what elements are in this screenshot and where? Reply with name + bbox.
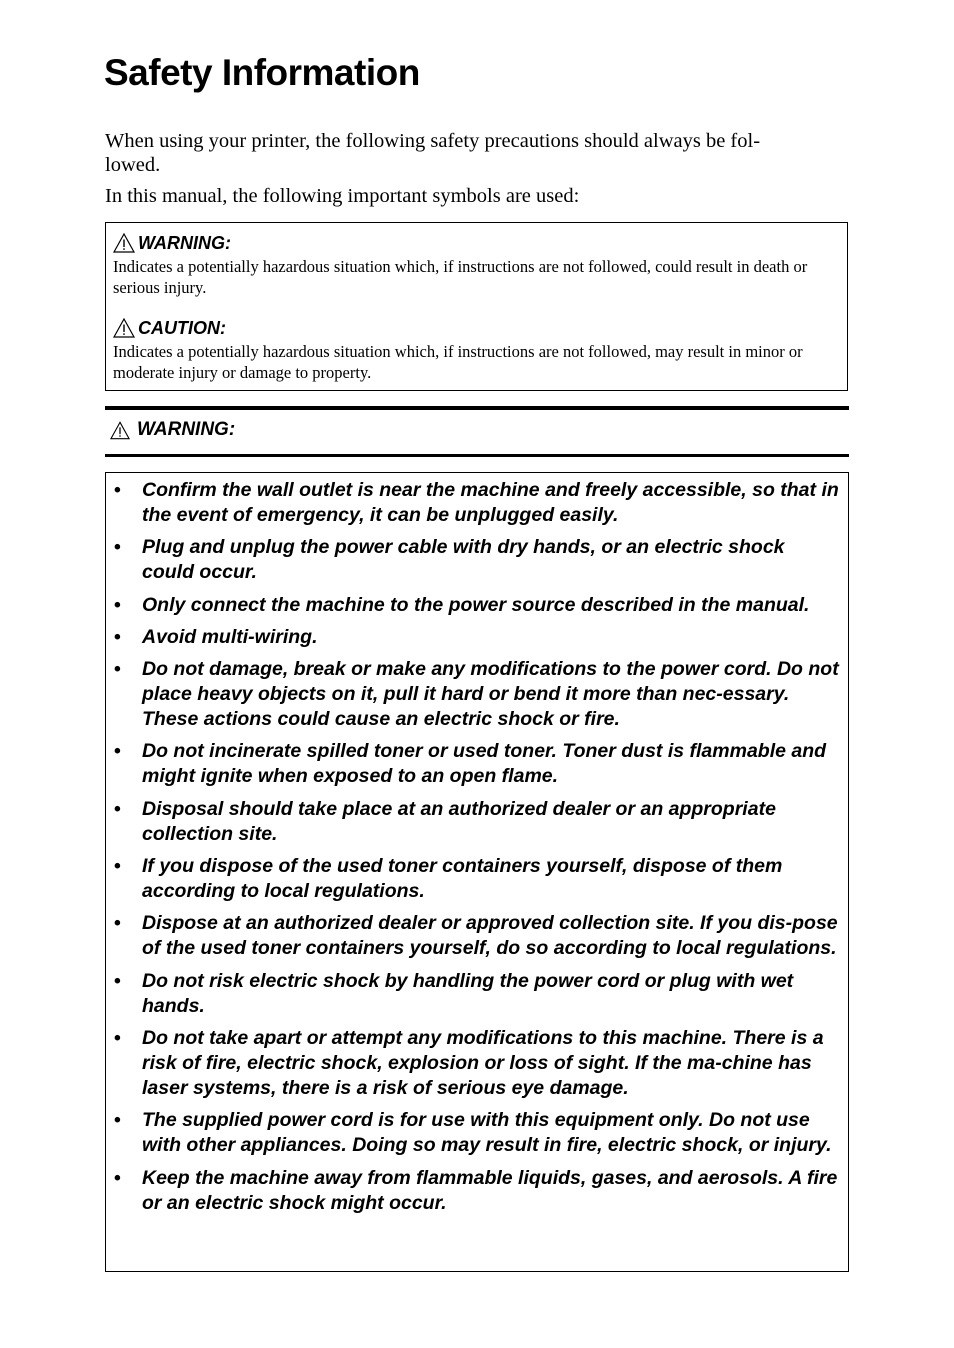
bullet: •	[114, 658, 121, 681]
list-item	[106, 478, 848, 528]
list-item-text: Dispose at an authorized dealer or approved collection site. If you dis-pose of the used toner containers yourself, do so according to local regulations.	[142, 912, 838, 960]
intro-line-2: lowed.	[105, 154, 161, 176]
bullet: •	[114, 625, 121, 648]
bullet: •	[114, 740, 121, 763]
bullet: •	[114, 593, 121, 616]
section-bottom-rule	[105, 454, 849, 457]
list-item	[106, 625, 848, 650]
list-item	[106, 1108, 848, 1158]
list-item-text: Do not risk electric shock by handling the power cord or plug with wet hands.	[142, 969, 794, 1017]
section-top-rule	[105, 406, 849, 410]
list-item-text: Disposal should take place at an authorized dealer or an appropriate collection site.	[142, 797, 776, 845]
symbols-legend-box	[105, 222, 848, 391]
list-item-text: Confirm the wall outlet is near the machine and freely accessible, so that in the event of emergency, it can be unplugged easily.	[142, 479, 839, 526]
bullet: •	[114, 479, 121, 501]
bullet: •	[114, 1026, 121, 1049]
warning-list	[106, 478, 848, 1223]
list-item-text: Keep the machine away from flammable liquids, gases, and aerosols. A fire or an electric shock might occur.	[142, 1166, 838, 1214]
list-item	[106, 797, 848, 847]
list-item	[106, 1026, 848, 1101]
list-item	[106, 1166, 848, 1216]
list-item	[106, 969, 848, 1019]
bullet: •	[114, 797, 121, 820]
warning-section-label: WARNING:	[137, 419, 236, 440]
bullet: •	[114, 855, 121, 878]
list-item-text: Do not take apart or attempt any modifications to this machine. There is a risk of fire, electric shock, explosion or loss of sight. If the ma-chine has laser systems, there is a risk of serious eye damage.	[142, 1026, 824, 1099]
list-item-text: Do not incinerate spilled toner or used toner. Toner dust is flammable and might ignite when exposed to an open flame.	[142, 740, 827, 788]
list-item-text: Do not damage, break or make any modifications to the power cord. Do not place heavy objects on it, pull it hard or bend it more than nec-essary. These actions could cause an electric shock or fire.	[142, 658, 839, 731]
list-item	[106, 593, 848, 618]
symbol-warning-label: WARNING:	[138, 233, 231, 253]
bullet: •	[114, 969, 121, 992]
page-title: Safety Information	[104, 52, 420, 93]
list-item	[106, 739, 848, 789]
list-item	[106, 911, 848, 961]
bullet: •	[114, 1166, 121, 1189]
bullet: •	[114, 912, 121, 935]
list-item-text: Only connect the machine to the power source described in the manual.	[142, 593, 810, 616]
warning-triangle-icon	[110, 421, 130, 440]
list-item-text: Plug and unplug the power cable with dry hands, or an electric shock could occur.	[142, 536, 785, 584]
symbol-caution-text: Indicates a potentially hazardous situation which, if instructions are not followed, may result in minor or moderate injury or damage to property.	[113, 342, 803, 382]
warning-triangle-icon	[113, 233, 135, 253]
intro-line-1: When using your printer, the following safety precautions should always be fol-	[105, 130, 761, 152]
bullet: •	[114, 1109, 121, 1132]
warning-section-heading	[110, 418, 235, 442]
warning-triangle-icon	[113, 318, 135, 338]
list-item-text: The supplied power cord is for use with this equipment only. Do not use with other appliances. Doing so may result in fire, electric shock, or injury.	[142, 1109, 832, 1157]
symbol-warning-heading	[113, 232, 231, 254]
list-item-text: Avoid multi-wiring.	[142, 625, 318, 648]
bullet: •	[114, 536, 121, 559]
symbol-caution-heading	[113, 317, 226, 339]
list-item	[106, 657, 848, 732]
list-item	[106, 854, 848, 904]
intro-line-3: In this manual, the following important symbols are used:	[105, 185, 580, 207]
symbol-warning-text: Indicates a potentially hazardous situation which, if instructions are not followed, could result in death or serious injury.	[113, 257, 808, 297]
warning-list-box	[105, 472, 849, 1272]
symbol-caution-label: CAUTION:	[138, 318, 226, 338]
list-item-text: If you dispose of the used toner containers yourself, dispose of them according to local regulations.	[142, 855, 783, 903]
list-item	[106, 535, 848, 585]
